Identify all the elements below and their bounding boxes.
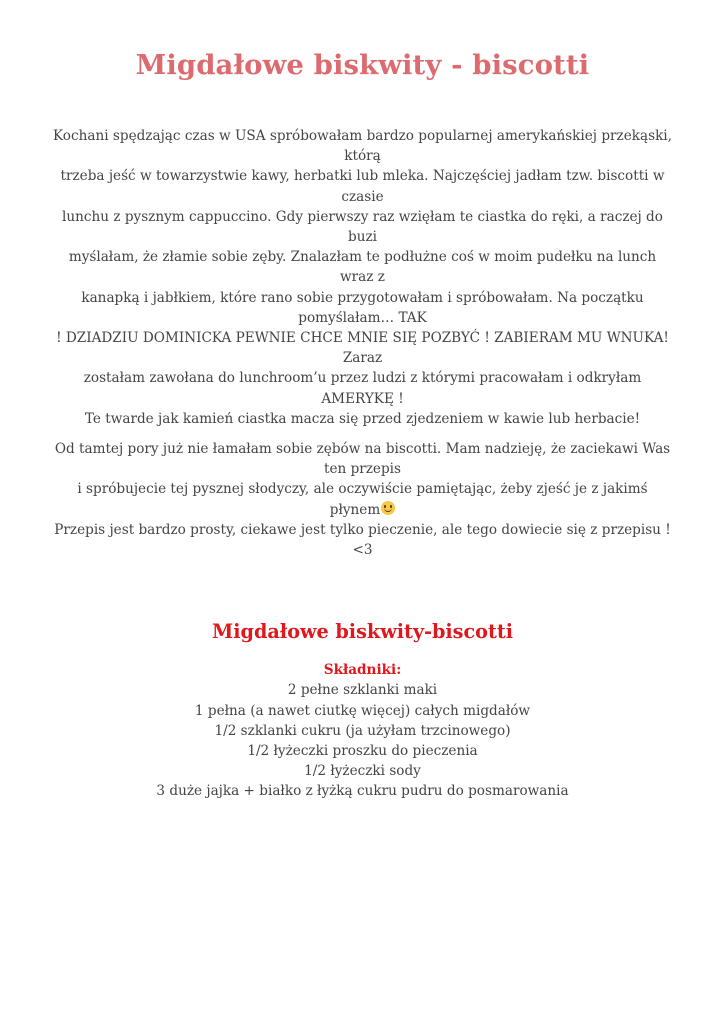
intro-line: Kochani spędzając czas w USA spróbowałam bardzo popularnej amerykańskiej przekąski, którą [53,128,672,165]
intro-paragraph-1 [52,126,673,429]
ingredients-label: Składniki: [323,662,402,679]
intro-paragraph-2 [52,439,673,560]
ingredient-item: 3 duże jajka + białko z łyżką cukru pudru do posmarowania [156,783,569,800]
intro-line: Te twarde jak kamień ciastka macza się przed zjedzeniem w kawie lub herbacie! [84,410,641,427]
ingredients-list [52,680,673,801]
intro-line: ! DZIADZIU DOMINICKA PEWNIE CHCE MNIE SIĘ POZBYĆ ! ZABIERAM MU WNUKA! Zaraz [56,330,669,367]
page-title: Migdałowe biskwity - biscotti [135,49,590,81]
intro-line: trzeba jeść w towarzystwie kawy, herbatki lub mleka. Najczęściej jadłam tzw. biscotti w czasie [60,168,665,205]
ingredient-item: 1/2 łyżeczki sody [304,763,421,780]
intro-line: i spróbujecie tej pysznej słodyczy, ale oczywiście pamiętając, żeby zjeść je z jakimś płynem [77,481,648,518]
intro-line: myślałam, że złamie sobie zęby. Znalazłam te podłużne coś w moim pudełku na lunch wraz z [68,249,657,286]
intro-line: lunchu z pysznym cappuccino. Gdy pierwszy raz wzięłam te ciastka do ręki, a raczej do buzi [62,208,663,246]
ingredient-item: 1 pełna (a nawet ciutkę więcej) całych migdałów [194,702,531,719]
intro-line: zostałam zawołana do lunchroom’u przez ludzi z którymi pracowałam i odkryłam AMERYKĘ ! [83,370,642,407]
intro-line: Przepis jest bardzo prosty, ciekawe jest tylko pieczenie, ale tego dowiecie się z przepisu ! <3 [54,521,671,559]
intro-line: Od tamtej pory już nie łamałam sobie zębów na biscotti. Mam nadzieję, że zaciekawi Was ten przepis [54,441,671,478]
ingredient-item: 2 pełne szklanki maki [287,682,438,699]
ingredients-section [52,660,673,801]
intro-line: kanapką i jabłkiem, które rano sobie przygotowałam i spróbowałam. Na początku pomyślałam… TAK [81,289,644,326]
ingredient-item: 1/2 łyżeczki proszku do pieczenia [247,743,478,760]
ingredient-item: 1/2 szklanki cukru (ja użyłam trzcinowego) [214,722,511,739]
smiley-face-icon [381,501,395,515]
intro-section [52,126,673,560]
recipe-title: Migdałowe biskwity-biscotti [212,620,513,644]
